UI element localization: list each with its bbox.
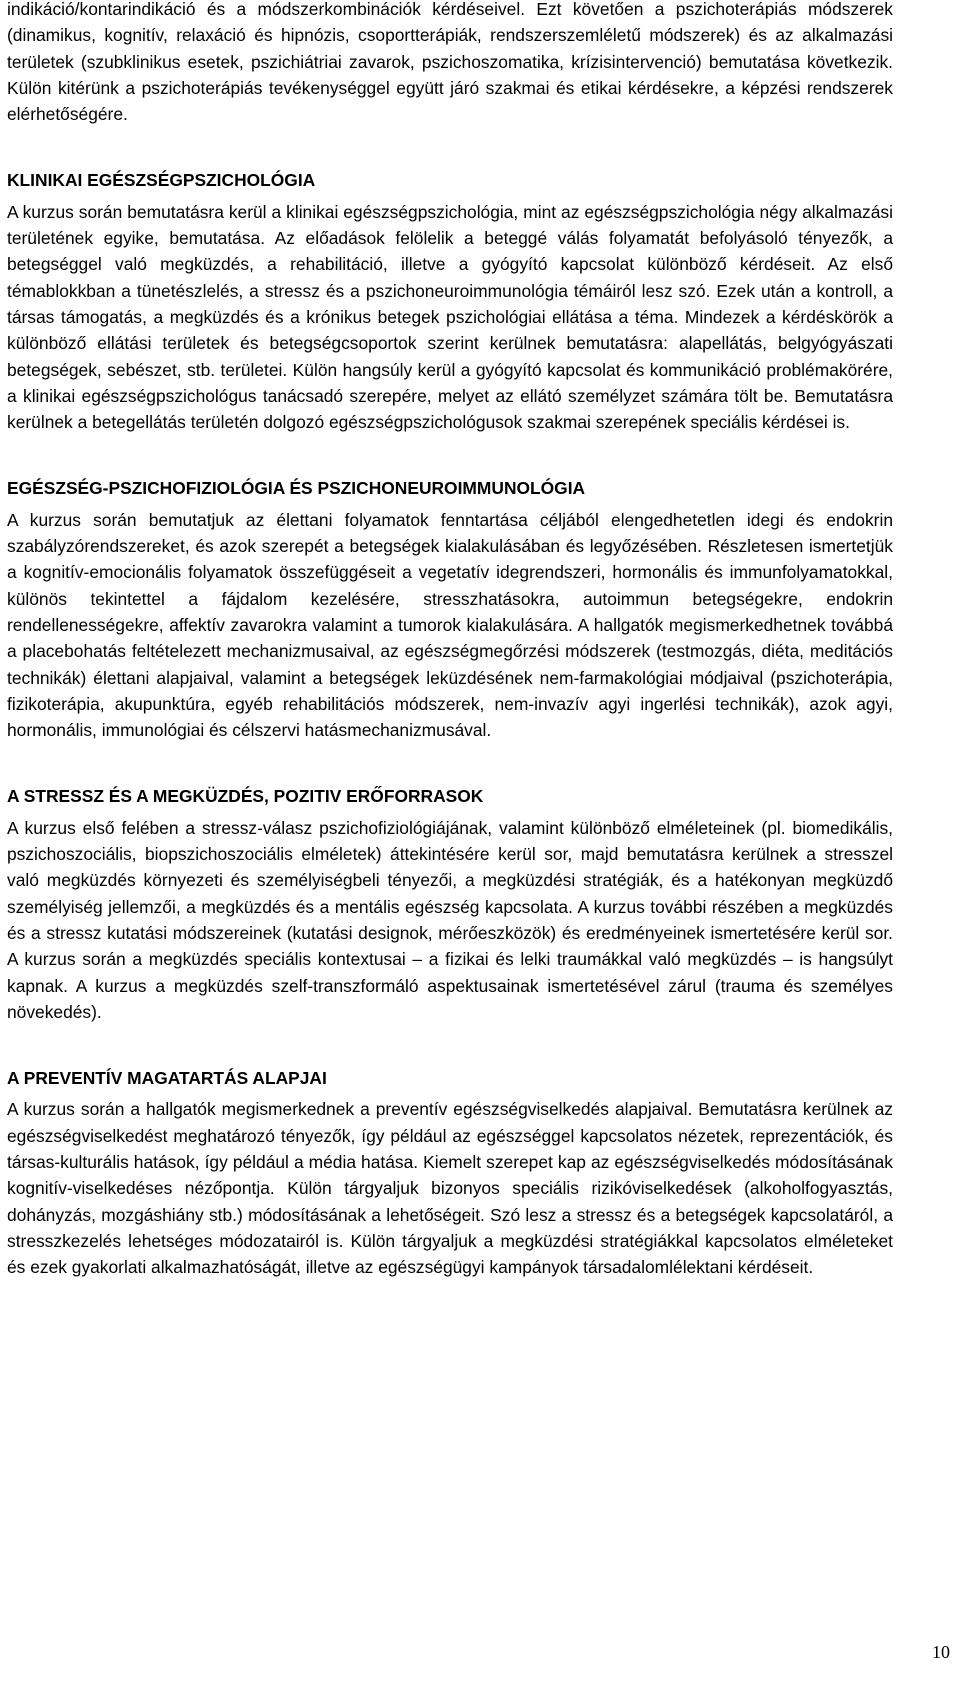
intro-paragraph: indikáció/kontarindikáció és a módszerkombinációk kérdéseivel. Ezt követően a pszichoterápiás módszerek (dinamikus, kognitív, relaxáció és hipnózis, csoportterápiák, rendszerszemléletű módszerek) és az alkalmazási területek (szubklinikus esetek, pszichiátriai zavarok, pszichoszomatika, krízisintervenció) bemutatása következik. Külön kitérünk a pszichoterápiás tevékenységgel együtt járó szakmai és etikai kérdésekre, a képzési rendszerek elérhetőségére. [7,0,893,125]
section-body-preventiv: A kurzus során a hallgatók megismerkednek a preventív egészségviselkedés alapjaival. Bemutatásra kerülnek az egészségviselkedést meghatározó tényezők, így például az egészséggel kapcsolatos nézetek, reprezentációk, és társas-kulturális hatások, így például a média hatása. Kiemelt szerepet kap az egészségviselkedés módosításának kognitív-viselkedéses nézőpontja. Külön tárgyaljuk bizonyos speciális rizikóviselkedések (alkoholfogyasztás, dohányzás, mozgáshiány stb.) módosításának a lehetőségeit. Szó lesz a stressz és a betegségek kapcsolatáról, a stresszkezelés lehetséges módozatairól is. Külön tárgyaljuk a megküzdési stratégiákkal kapcsolatos elméleteket és ezek gyakorlati alkalmazhatóságát, illetve az egészségügyi kampányok társadalomlélektani kérdéseit. [7,1099,893,1278]
section-body-stressz: A kurzus első felében a stressz-válasz pszichofiziológiájának, valamint különböző elméleteinek (pl. biomedikális, pszichoszociális, biopszichoszociális elméletek) áttekintésére kerül sor, majd bemutatásra kerülnek a stresszel való megküzdés környezeti és személyiségbeli tényezői, a megküzdési stratégiák, és a hatékonyan megküzdő személyiség jellemzői, a megküzdés és a mentális egészség kapcsolata. A kurzus további részében a megküzdés és a stressz kutatási módszereinek (kutatási designok, mérőeszközök) és eredményeinek ismertetésére kerül sor. A kurzus során a megküzdés speciális kontextusai – a fizikai és lelki traumákkal való megküzdés – is hangsúlyt kapnak. A kurzus a megküzdés szelf-transzformáló aspektusainak ismertetésével zárul (trauma és személyes növekedés). [7,817,893,1022]
section-heading-stressz: A STRESSZ ÉS A MEGKÜZDÉS, POZITIV ERŐFORRASOK [7,786,484,807]
section-body-pszichofiziologia: A kurzus során bemutatjuk az élettani folyamatok fenntartása céljából elengedhetetlen idegi és endokrin szabályzórendszereket, és azok szerepét a betegségek kialakulásában és legyőzésében. Részletesen ismertetjük a kognitív-emocionális folyamatok összefüggéseit a vegetatív idegrendszeri, hormonális és immunfolyamatokkal, különös tekintettel a fájdalom kezelésére, stresszhatásokra, autoimmun betegségekre, endokrin rendellenességekre, affektív zavarokra valamint a tumorok kialakulására. A hallgatók megismerkedhetnek továbbá a placebohatás feltételezett mechanizmusaival, az egészségmegőrzési módszerek (testmozgás, diéta, meditációs technikák) élettani alapjaival, valamint a betegségek leküzdésének nem-farmakológiai módjaival (pszichoterápia, fizikoterápia, akupunktúra, egyéb rehabilitációs módszerek, nem-invazív agyi ingerlési technikák), azok agyi, hormonális, immunológiai és célszervi hatásmechanizmusával. [7,509,893,741]
page-number: 10 [932,1642,950,1662]
document-page [7,0,893,1280]
section-heading-klinikai: KLINIKAI EGÉSZSÉGPSZICHOLÓGIA [7,170,316,191]
section-heading-pszichofiziologia: EGÉSZSÉG-PSZICHOFIZIOLÓGIA ÉS PSZICHONEUROIMMUNOLÓGIA [7,478,586,499]
section-body-klinikai: A kurzus során bemutatásra kerül a klinikai egészségpszichológia, mint az egészségpszichológia négy alkalmazási területének egyike, bemutatása. Az előadások felölelik a beteggé válás folyamatát befolyásoló tényezők, a betegséggel való megküzdés, a rehabilitáció, illetve a gyógyító kapcsolat különböző kérdéseit. Az első témablokkban a tünetészlelés, a stressz és a pszichoneuroimmunológia témáiról lesz szó. Ezek után a kontroll, a társas támogatás, a megküzdés és a krónikus betegek pszichológiai ellátása a téma. Mindezek a kérdéskörök a különböző ellátási területek és betegségcsoportok szerint kerülnek bemutatásra: alapellátás, belgyógyászati betegségek, sebészet, stb. területei. Külön hangsúly kerül a gyógyító kapcsolat és kommunikáció problémakörére, a klinikai egészségpszichológus tanácsadó szerepére, melyet az ellátó személyzet számára tölt be. Bemutatásra kerülnek a betegellátás területén dolgozó egészségpszichológusok szakmai szerepének speciális kérdései is. [7,201,893,433]
section-heading-preventiv: A PREVENTÍV MAGATARTÁS ALAPJAI [7,1068,327,1089]
